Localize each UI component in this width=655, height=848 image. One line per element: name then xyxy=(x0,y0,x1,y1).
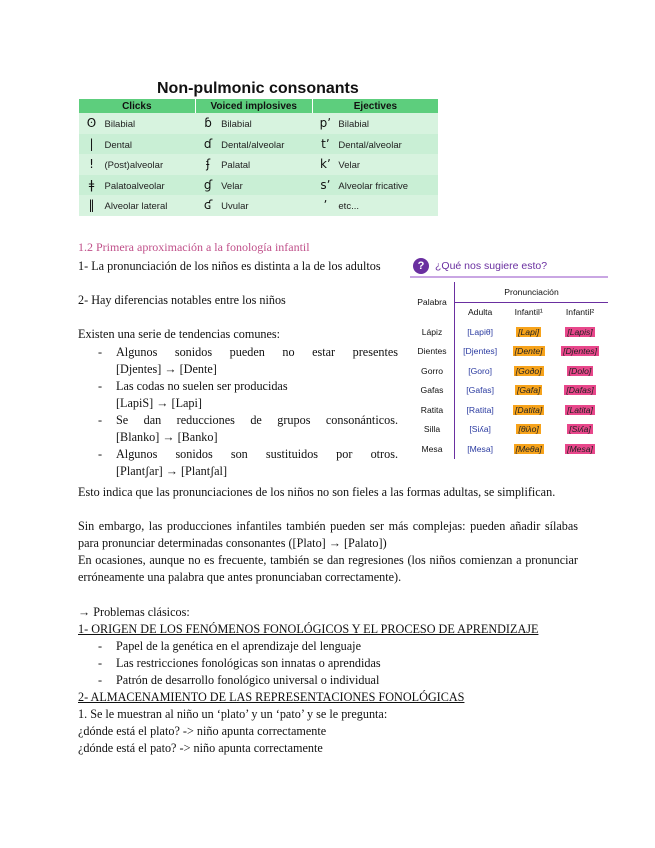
paragraph-complex: Sin embargo, las producciones infantiles también pueden ser más complejas: pueden añadir sílabas para pronunciar determinadas consonantes ([Plato] → [Palato]) xyxy=(78,519,578,550)
npc-cell xyxy=(79,113,196,134)
npc-symbol: ʛ xyxy=(203,198,213,213)
npc-symbol: tʼ xyxy=(321,136,330,151)
infantil-2-cell-value: [Dafas] xyxy=(566,385,594,396)
npc-row xyxy=(79,175,439,196)
npc-row xyxy=(79,113,439,134)
infantil-1-cell xyxy=(505,342,552,362)
pronunciation-row xyxy=(410,381,608,401)
npc-cell xyxy=(312,175,438,196)
npc-label: Dental/alveolar xyxy=(221,139,285,151)
npc-symbol: ‖ xyxy=(88,198,95,213)
pronunciation-row xyxy=(410,420,608,440)
npc-header-clicks: Clicks xyxy=(79,99,196,113)
infantil-1-cell xyxy=(505,381,552,401)
word-cell-value: Dientes xyxy=(417,346,447,357)
bullet-dash: - xyxy=(98,673,103,687)
pronunciation-row xyxy=(410,361,608,381)
npc-row xyxy=(79,195,439,216)
bullet-dash: - xyxy=(98,447,103,461)
adult-cell-value: [Djentes] xyxy=(463,346,498,357)
infantil-2-cell xyxy=(552,342,608,362)
npc-cell xyxy=(312,134,438,155)
problem-item-1: Papel de la genética en el aprendizaje del lenguaje xyxy=(116,639,361,653)
npc-cell xyxy=(79,134,196,155)
adult-cell-value: [Gafas] xyxy=(466,385,494,396)
pronunciation-row xyxy=(410,400,608,420)
infantil-1-cell xyxy=(505,400,552,420)
word-cell xyxy=(410,381,455,401)
adult-cell-value: [Lapiθ] xyxy=(467,326,494,337)
npc-cell xyxy=(79,154,196,175)
word-cell-value: Mesa xyxy=(421,443,443,454)
word-cell xyxy=(410,420,455,440)
problem-2-heading: 2- ALMACENAMIENTO DE LAS REPRESENTACIONES FONOLÓGICAS xyxy=(78,690,465,704)
bullet-2-example: [LapiS] → [Lapi] xyxy=(116,396,202,410)
col-infantil-1: Infantil¹ xyxy=(514,307,543,318)
infantil-2-cell xyxy=(552,400,608,420)
col-pronunciacion: Pronunciación xyxy=(455,282,609,302)
npc-symbol: ɓ xyxy=(204,116,212,131)
npc-label: Bilabial xyxy=(104,119,136,131)
infantil-1-cell xyxy=(505,322,552,342)
npc-symbol: ʘ xyxy=(86,116,97,131)
bullet-dash: - xyxy=(98,379,103,393)
npc-row xyxy=(79,134,439,155)
word-cell xyxy=(410,342,455,362)
infantil-2-cell-value: [Djentes] xyxy=(563,346,597,357)
infantil-1-cell-value: [Lapi] xyxy=(518,326,540,337)
bullet-3-text: Se dan reducciones de grupos consonánticos. xyxy=(116,413,398,427)
infantil-2-cell xyxy=(552,420,608,440)
npc-label: Palatoalveolar xyxy=(104,180,165,192)
npc-label: Bilabial xyxy=(338,119,370,131)
bullet-dash: - xyxy=(98,639,103,653)
npc-label: Dental xyxy=(104,139,132,151)
npc-cell xyxy=(195,175,312,196)
problem-item-2: Las restricciones fonológicas son innatas o aprendidas xyxy=(116,656,381,670)
npc-header-implosives: Voiced implosives xyxy=(195,99,312,113)
adult-cell xyxy=(455,439,506,459)
adult-cell-value: [Mesa] xyxy=(467,443,494,454)
npc-label: Alveolar lateral xyxy=(104,201,168,213)
paragraph-1: 1- La pronunciación de los niños es distinta a la de los adultos xyxy=(78,259,381,273)
npc-title: Non-pulmonic consonants xyxy=(157,80,359,97)
problem-item-3: Patrón de desarrollo fonológico universal o individual xyxy=(116,673,380,687)
suggestion-header xyxy=(413,258,547,274)
word-cell xyxy=(410,439,455,459)
adult-cell xyxy=(455,322,506,342)
problem-2-line-3: ¿dónde está el pato? -> niño apunta correctamente xyxy=(78,741,323,755)
npc-label: Velar xyxy=(221,180,243,192)
adult-cell-value: [Siʎa] xyxy=(469,424,491,435)
npc-label: Alveolar fricative xyxy=(338,180,409,192)
npc-cell xyxy=(312,154,438,175)
suggestion-divider xyxy=(410,276,608,278)
npc-symbol: ʄ xyxy=(206,157,211,172)
infantil-2-cell-value: [Mesa] xyxy=(567,443,593,454)
bullet-dash: - xyxy=(98,345,103,359)
infantil-1-cell-value: [Datita] xyxy=(515,404,543,415)
npc-symbol: | xyxy=(89,136,94,151)
npc-table xyxy=(78,99,438,216)
npc-symbol: ǂ xyxy=(88,177,95,192)
suggestion-title: ¿Qué nos sugiere esto? xyxy=(435,260,548,272)
npc-cell xyxy=(79,195,196,216)
pronunciation-body xyxy=(410,322,608,459)
bullet-1-example: [Djentes] → [Dente] xyxy=(116,362,217,376)
word-cell-value: Ratita xyxy=(420,404,444,415)
infantil-1-cell-value: [Dente] xyxy=(514,346,543,357)
pronunciation-row xyxy=(410,322,608,342)
col-infantil-2: Infantil² xyxy=(565,307,595,318)
npc-label: Uvular xyxy=(221,201,249,213)
question-icon: ? xyxy=(413,258,429,274)
npc-label: Palatal xyxy=(221,160,251,172)
npc-label: (Post)alveolar xyxy=(104,160,164,172)
npc-cell xyxy=(312,113,438,134)
word-cell xyxy=(410,322,455,342)
infantil-1-cell xyxy=(505,361,552,381)
word-cell xyxy=(410,361,455,381)
col-adulta: Adulta xyxy=(455,302,506,322)
npc-cell xyxy=(195,134,312,155)
infantil-1-cell-value: [Goðo] xyxy=(515,365,542,376)
col-palabra: Palabra xyxy=(417,297,447,307)
adult-cell xyxy=(455,420,506,440)
adult-cell xyxy=(455,400,506,420)
npc-label: Bilabial xyxy=(221,119,252,131)
infantil-1-cell-value: [Gafa] xyxy=(516,385,541,396)
adult-cell xyxy=(455,342,506,362)
adult-cell-value: [Ratita] xyxy=(466,404,494,415)
bullet-3-example: [Blanko] → [Banko] xyxy=(116,430,218,444)
npc-cell xyxy=(195,113,312,134)
npc-symbol: sʼ xyxy=(320,177,331,192)
adult-cell xyxy=(455,381,506,401)
word-cell-value: Lápiz xyxy=(421,326,443,337)
adult-cell xyxy=(455,361,506,381)
npc-cell xyxy=(195,195,312,216)
npc-symbol: kʼ xyxy=(320,157,331,172)
npc-symbol: ɠ xyxy=(203,177,213,192)
paragraph-2: 2- Hay diferencias notables entre los niños xyxy=(78,293,286,307)
section-heading: 1.2 Primera aproximación a la fonología infantil xyxy=(78,240,310,254)
tendencies-intro: Existen una serie de tendencias comunes: xyxy=(78,327,281,341)
npc-symbol: pʼ xyxy=(319,116,332,131)
pronunciation-row xyxy=(410,342,608,362)
infantil-2-cell xyxy=(552,439,608,459)
word-cell-value: Silla xyxy=(423,424,441,435)
npc-cell xyxy=(79,175,196,196)
pronunciation-table xyxy=(410,282,608,459)
problem-1-heading: 1- ORIGEN DE LOS FENÓMENOS FONOLÓGICOS Y EL PROCESO DE APRENDIZAJE xyxy=(78,622,539,636)
npc-label: etc... xyxy=(338,201,359,213)
pronunciation-row xyxy=(410,439,608,459)
word-cell-value: Gafas xyxy=(420,385,444,396)
bullet-dash: - xyxy=(98,656,103,670)
infantil-1-cell xyxy=(505,420,552,440)
infantil-2-cell-value: [Dolo] xyxy=(568,365,592,376)
infantil-2-cell-value: [Lapis] xyxy=(567,326,593,337)
bullet-2-text: Las codas no suelen ser producidas xyxy=(116,379,288,393)
paragraph-regression: En ocasiones, aunque no es frecuente, también se dan regresiones (los niños comienzan a pronunciar erróneamente una palabra que antes pronunciaban correctamente). xyxy=(78,553,578,584)
bullet-4-text: Algunos sonidos son sustituidos por otros. xyxy=(116,447,398,461)
npc-cell xyxy=(312,195,438,216)
bullet-4-example: [Plantʃar] → [Plantʃal] xyxy=(116,464,228,478)
npc-symbol: ! xyxy=(89,157,94,172)
infantil-2-cell xyxy=(552,322,608,342)
infantil-1-cell-value: [θiλo] xyxy=(518,424,539,435)
npc-body xyxy=(79,113,439,216)
adult-cell-value: [Goro] xyxy=(468,365,493,376)
infantil-2-cell xyxy=(552,381,608,401)
problems-heading: → Problemas clásicos: xyxy=(78,605,190,619)
bullet-1-text: Algunos sonidos pueden no estar presentes xyxy=(116,345,398,359)
infantil-2-cell-value: [Siʎa] xyxy=(569,424,591,435)
word-cell-value: Gorro xyxy=(421,365,443,376)
npc-label: Dental/alveolar xyxy=(338,139,402,151)
infantil-2-cell xyxy=(552,361,608,381)
bullet-dash: - xyxy=(98,413,103,427)
problem-2-line-1: 1. Se le muestran al niño un ‘plato’ y un ‘pato’ y se le pregunta: xyxy=(78,707,388,721)
paragraph-simplify: Esto indica que las pronunciaciones de los niños no son fieles a las formas adultas, se simplifican. xyxy=(78,485,556,499)
npc-header-ejectives: Ejectives xyxy=(312,99,438,113)
npc-symbol: ɗ xyxy=(203,136,213,151)
npc-label: Velar xyxy=(338,160,361,172)
infantil-1-cell-value: [Meθa] xyxy=(515,443,542,454)
infantil-1-cell xyxy=(505,439,552,459)
npc-cell xyxy=(195,154,312,175)
infantil-2-cell-value: [Latita] xyxy=(567,404,593,415)
npc-row xyxy=(79,154,439,175)
word-cell xyxy=(410,400,455,420)
npc-symbol: ʼ xyxy=(323,198,328,213)
problem-2-line-2: ¿dónde está el plato? -> niño apunta correctamente xyxy=(78,724,327,738)
